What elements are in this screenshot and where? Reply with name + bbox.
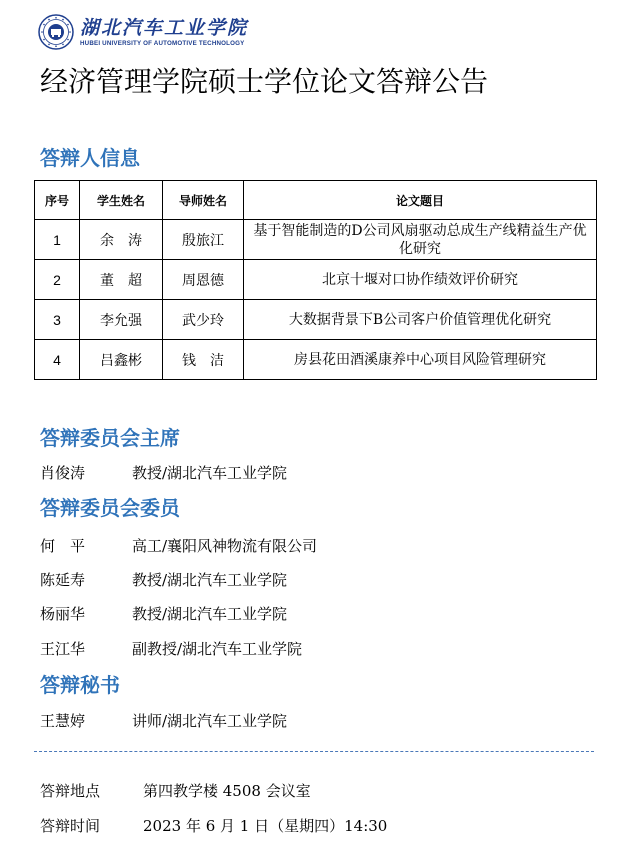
thesis-topic: 基于智能制造的D公司风扇驱动总成生产线精益生产优化研究 bbox=[244, 220, 597, 260]
column-header: 导师姓名 bbox=[163, 181, 244, 220]
member-title: 高工/襄阳风神物流有限公司 bbox=[132, 537, 318, 555]
member-name: 肖俊涛 bbox=[40, 464, 86, 482]
row-number: 3 bbox=[35, 300, 80, 340]
member-name: 王江华 bbox=[40, 640, 86, 658]
defenders-heading: 答辩人信息 bbox=[40, 146, 140, 170]
defense-time bbox=[40, 815, 387, 837]
location-label: 答辩地点 bbox=[40, 782, 101, 800]
committee-member bbox=[40, 535, 317, 557]
advisor-name: 武少玲 bbox=[163, 300, 244, 340]
committee-member bbox=[40, 603, 287, 625]
member-title: 教授/湖北汽车工业学院 bbox=[132, 464, 288, 482]
thesis-topic: 北京十堰对口协作绩效评价研究 bbox=[244, 260, 597, 300]
location-value: 第四教学楼 4508 会议室 bbox=[143, 782, 311, 800]
row-number: 1 bbox=[35, 220, 80, 260]
table-row bbox=[35, 300, 597, 340]
chair-member bbox=[40, 462, 287, 484]
member-title: 教授/湖北汽车工业学院 bbox=[132, 605, 288, 623]
column-header: 学生姓名 bbox=[80, 181, 163, 220]
time-label: 答辩时间 bbox=[40, 817, 101, 835]
secretary-member bbox=[40, 710, 287, 732]
university-seal-icon bbox=[38, 14, 74, 50]
university-logo bbox=[38, 12, 253, 52]
chair-heading: 答辩委员会主席 bbox=[40, 426, 180, 450]
committee-member bbox=[40, 569, 287, 591]
member-title: 副教授/湖北汽车工业学院 bbox=[132, 640, 303, 658]
defense-location bbox=[40, 780, 311, 802]
advisor-name: 钱 洁 bbox=[163, 340, 244, 380]
student-name: 余 涛 bbox=[80, 220, 163, 260]
committee-heading: 答辩委员会委员 bbox=[40, 496, 180, 520]
member-name: 陈延寿 bbox=[40, 571, 86, 589]
advisor-name: 殷旅江 bbox=[163, 220, 244, 260]
student-name: 吕鑫彬 bbox=[80, 340, 163, 380]
thesis-topic: 房县花田酒溪康养中心项目风险管理研究 bbox=[244, 340, 597, 380]
table-header-row bbox=[35, 181, 597, 220]
page-title: 经济管理学院硕士学位论文答辩公告 bbox=[40, 65, 489, 98]
time-value: 2023 年 6 月 1 日（星期四）14:30 bbox=[143, 817, 388, 835]
column-header: 序号 bbox=[35, 181, 80, 220]
table-row bbox=[35, 340, 597, 380]
table-row bbox=[35, 260, 597, 300]
member-title: 教授/湖北汽车工业学院 bbox=[132, 571, 288, 589]
advisor-name: 周恩德 bbox=[163, 260, 244, 300]
student-name: 李允强 bbox=[80, 300, 163, 340]
member-name: 王慧婷 bbox=[40, 712, 86, 730]
member-name: 何 平 bbox=[40, 537, 86, 555]
defenders-table bbox=[34, 180, 597, 380]
column-header: 论文题目 bbox=[244, 181, 597, 220]
university-name-cn: 湖北汽车工业学院 bbox=[80, 16, 249, 39]
thesis-topic: 大数据背景下B公司客户价值管理优化研究 bbox=[244, 300, 597, 340]
row-number: 2 bbox=[35, 260, 80, 300]
student-name: 董 超 bbox=[80, 260, 163, 300]
section-divider bbox=[34, 751, 594, 752]
member-name: 杨丽华 bbox=[40, 605, 86, 623]
member-title: 讲师/湖北汽车工业学院 bbox=[132, 712, 288, 730]
secretary-heading: 答辩秘书 bbox=[40, 673, 120, 697]
university-name-en: HUBEI UNIVERSITY OF AUTOMOTIVE TECHNOLOGY bbox=[80, 39, 245, 47]
row-number: 4 bbox=[35, 340, 80, 380]
table-row bbox=[35, 220, 597, 260]
committee-member bbox=[40, 638, 302, 660]
